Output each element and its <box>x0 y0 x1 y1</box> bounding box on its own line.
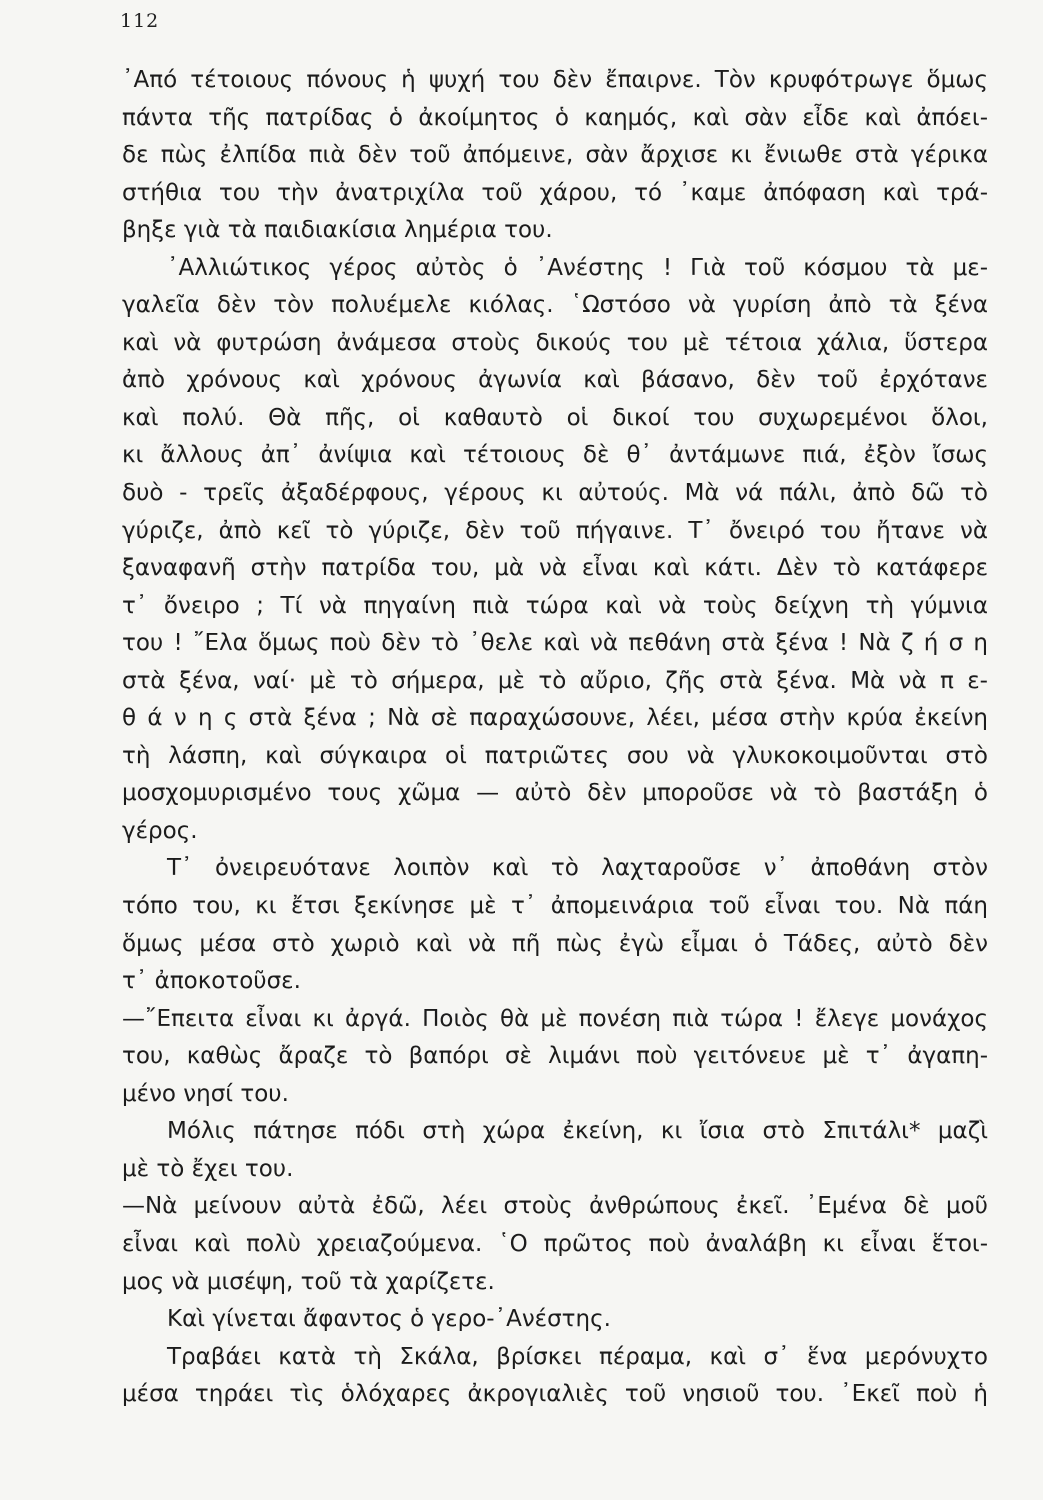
text-line: μένο νησί του. <box>122 1080 289 1107</box>
text-line: θ ά ν η ς στὰ ξένα ; Νὰ σὲ παραχώσουνε, λέει, μέσα στὴν κρύα ἐκείνη <box>122 705 988 732</box>
text-line: του, καθὼς ἄραζε τὸ βαπόρι σὲ λιμάνι ποὺ γειτόνευε μὲ τ᾽ ἀγαπη- <box>122 1043 988 1070</box>
text-line: καὶ πολύ. Θὰ πῆς, οἱ καθαυτὸ οἱ δικοί του συχωρεμένοι ὅλοι, <box>122 404 988 431</box>
text-line: μὲ τὸ ἔχει του. <box>122 1155 294 1182</box>
text-line: —῎Επειτα εἶναι κι ἀργά. Ποιὸς θὰ μὲ πονέση πιὰ τώρα ! ἔλεγε μονάχος <box>122 1005 988 1032</box>
text-line: γέρος. <box>122 817 198 844</box>
page-number: 112 <box>120 10 160 32</box>
text-line: τ᾽ ὄνειρο ; Τί νὰ πηγαίνη πιὰ τώρα καὶ νὰ τοὺς δείχνη τὴ γύμνια <box>122 592 988 619</box>
text-line: δε πὼς ἐλπίδα πιὰ δὲν τοῦ ἀπόμεινε, σὰν ἄρχισε κι ἔνιωθε στὰ γέρικα <box>122 142 988 169</box>
text-line: τὴ λάσπη, καὶ σύγκαιρα οἱ πατριῶτες σου νὰ γλυκοκοιμοῦνται στὸ <box>122 742 988 769</box>
body-text <box>122 62 988 1414</box>
text-line: ξαναφανῆ στὴν πατρίδα του, μὰ νὰ εἶναι καὶ κάτι. Δὲν τὸ κατάφερε <box>122 555 988 582</box>
text-line: καὶ νὰ φυτρώση ἀνάμεσα στοὺς δικούς του μὲ τέτοια χάλια, ὕστερα <box>122 329 988 356</box>
text-line: βηξε γιὰ τὰ παιδιακίσια λημέρια του. <box>122 217 553 244</box>
text-line: —Νὰ μείνουν αὐτὰ ἐδῶ, λέει στοὺς ἀνθρώπους ἐκεῖ. ᾿Εμένα δὲ μοῦ <box>122 1193 988 1220</box>
text-line: μέσα τηράει τὶς ὁλόχαρες ἀκρογιαλιὲς τοῦ νησιοῦ του. ᾿Εκεῖ ποὺ ἡ <box>122 1381 988 1408</box>
text-line: ᾿Αλλιώτικος γέρος αὐτὸς ὁ ᾿Ανέστης ! Γιὰ τοῦ κόσμου τὰ με- <box>167 254 988 281</box>
text-line: Τ᾽ ὀνειρευότανε λοιπὸν καὶ τὸ λαχταροῦσε ν᾽ ἀποθάνη στὸν <box>167 855 988 882</box>
text-line: ὅμως μέσα στὸ χωριὸ καὶ νὰ πῆ πὼς ἐγὼ εἶμαι ὁ Τάδες, αὐτὸ δὲν <box>122 930 988 957</box>
text-line: Μόλις πάτησε πόδι στὴ χώρα ἐκείνη, κι ἴσια στὸ Σπιτάλι* μαζὶ <box>167 1118 988 1145</box>
text-line: μοσχομυρισμένο τους χῶμα — αὐτὸ δὲν μποροῦσε νὰ τὸ βαστάξη ὁ <box>122 780 988 807</box>
text-line: γύριζε, ἀπὸ κεῖ τὸ γύριζε, δὲν τοῦ πήγαινε. Τ᾽ ὄνειρό του ἤτανε νὰ <box>122 517 988 544</box>
text-line: στήθια του τὴν ἀνατριχίλα τοῦ χάρου, τό ᾽καμε ἀπόφαση καὶ τρά- <box>122 179 988 206</box>
text-line: εἶναι καὶ πολὺ χρειαζούμενα. ῾Ο πρῶτος ποὺ ἀναλάβη κι εἶναι ἕτοι- <box>122 1230 988 1257</box>
text-line: Καὶ γίνεται ἄφαντος ὁ γερο-᾿Ανέστης. <box>167 1306 611 1333</box>
text-line: στὰ ξένα, ναί· μὲ τὸ σήμερα, μὲ τὸ αὔριο, ζῆς στὰ ξένα. Μὰ νὰ π ε- <box>122 667 988 694</box>
text-line: του ! ῎Ελα ὅμως ποὺ δὲν τὸ ᾽θελε καὶ νὰ πεθάνη στὰ ξένα ! Νὰ ζ ή σ η <box>122 630 988 657</box>
text-line: Τραβάει κατὰ τὴ Σκάλα, βρίσκει πέραμα, καὶ σ᾽ ἕνα μερόνυχτο <box>167 1343 988 1370</box>
text-line: πάντα τῆς πατρίδας ὁ ἀκοίμητος ὁ καημός, καὶ σὰν εἶδε καὶ ἀπόει- <box>122 104 988 131</box>
text-line: τ᾽ ἀποκοτοῦσε. <box>122 968 301 995</box>
text-line: τόπο του, κι ἔτσι ξεκίνησε μὲ τ᾽ ἀπομεινάρια τοῦ εἶναι του. Νὰ πάη <box>122 893 988 920</box>
text-line: δυὸ - τρεῖς ἀξαδέρφους, γέρους κι αὐτούς. Μὰ νά πάλι, ἀπὸ δῶ τὸ <box>122 480 988 507</box>
text-line: μος νὰ μισέψη, τοῦ τὰ χαρίζετε. <box>122 1268 495 1295</box>
text-line: κι ἄλλους ἀπ᾽ ἀνίψια καὶ τέτοιους δὲ θ᾽ ἀντάμωνε πιά, ἐξὸν ἴσως <box>122 442 988 469</box>
text-line: ᾿Από τέτοιους πόνους ἡ ψυχή του δὲν ἔπαιρνε. Τὸν κρυφότρωγε ὅμως <box>122 67 988 93</box>
text-line: ἀπὸ χρόνους καὶ χρόνους ἀγωνία καὶ βάσανο, δὲν τοῦ ἐρχότανε <box>122 367 988 394</box>
text-line: γαλεῖα δὲν τὸν πολυέμελε κιόλας. ῾Ωστόσο νὰ γυρίση ἀπὸ τὰ ξένα <box>122 292 988 319</box>
